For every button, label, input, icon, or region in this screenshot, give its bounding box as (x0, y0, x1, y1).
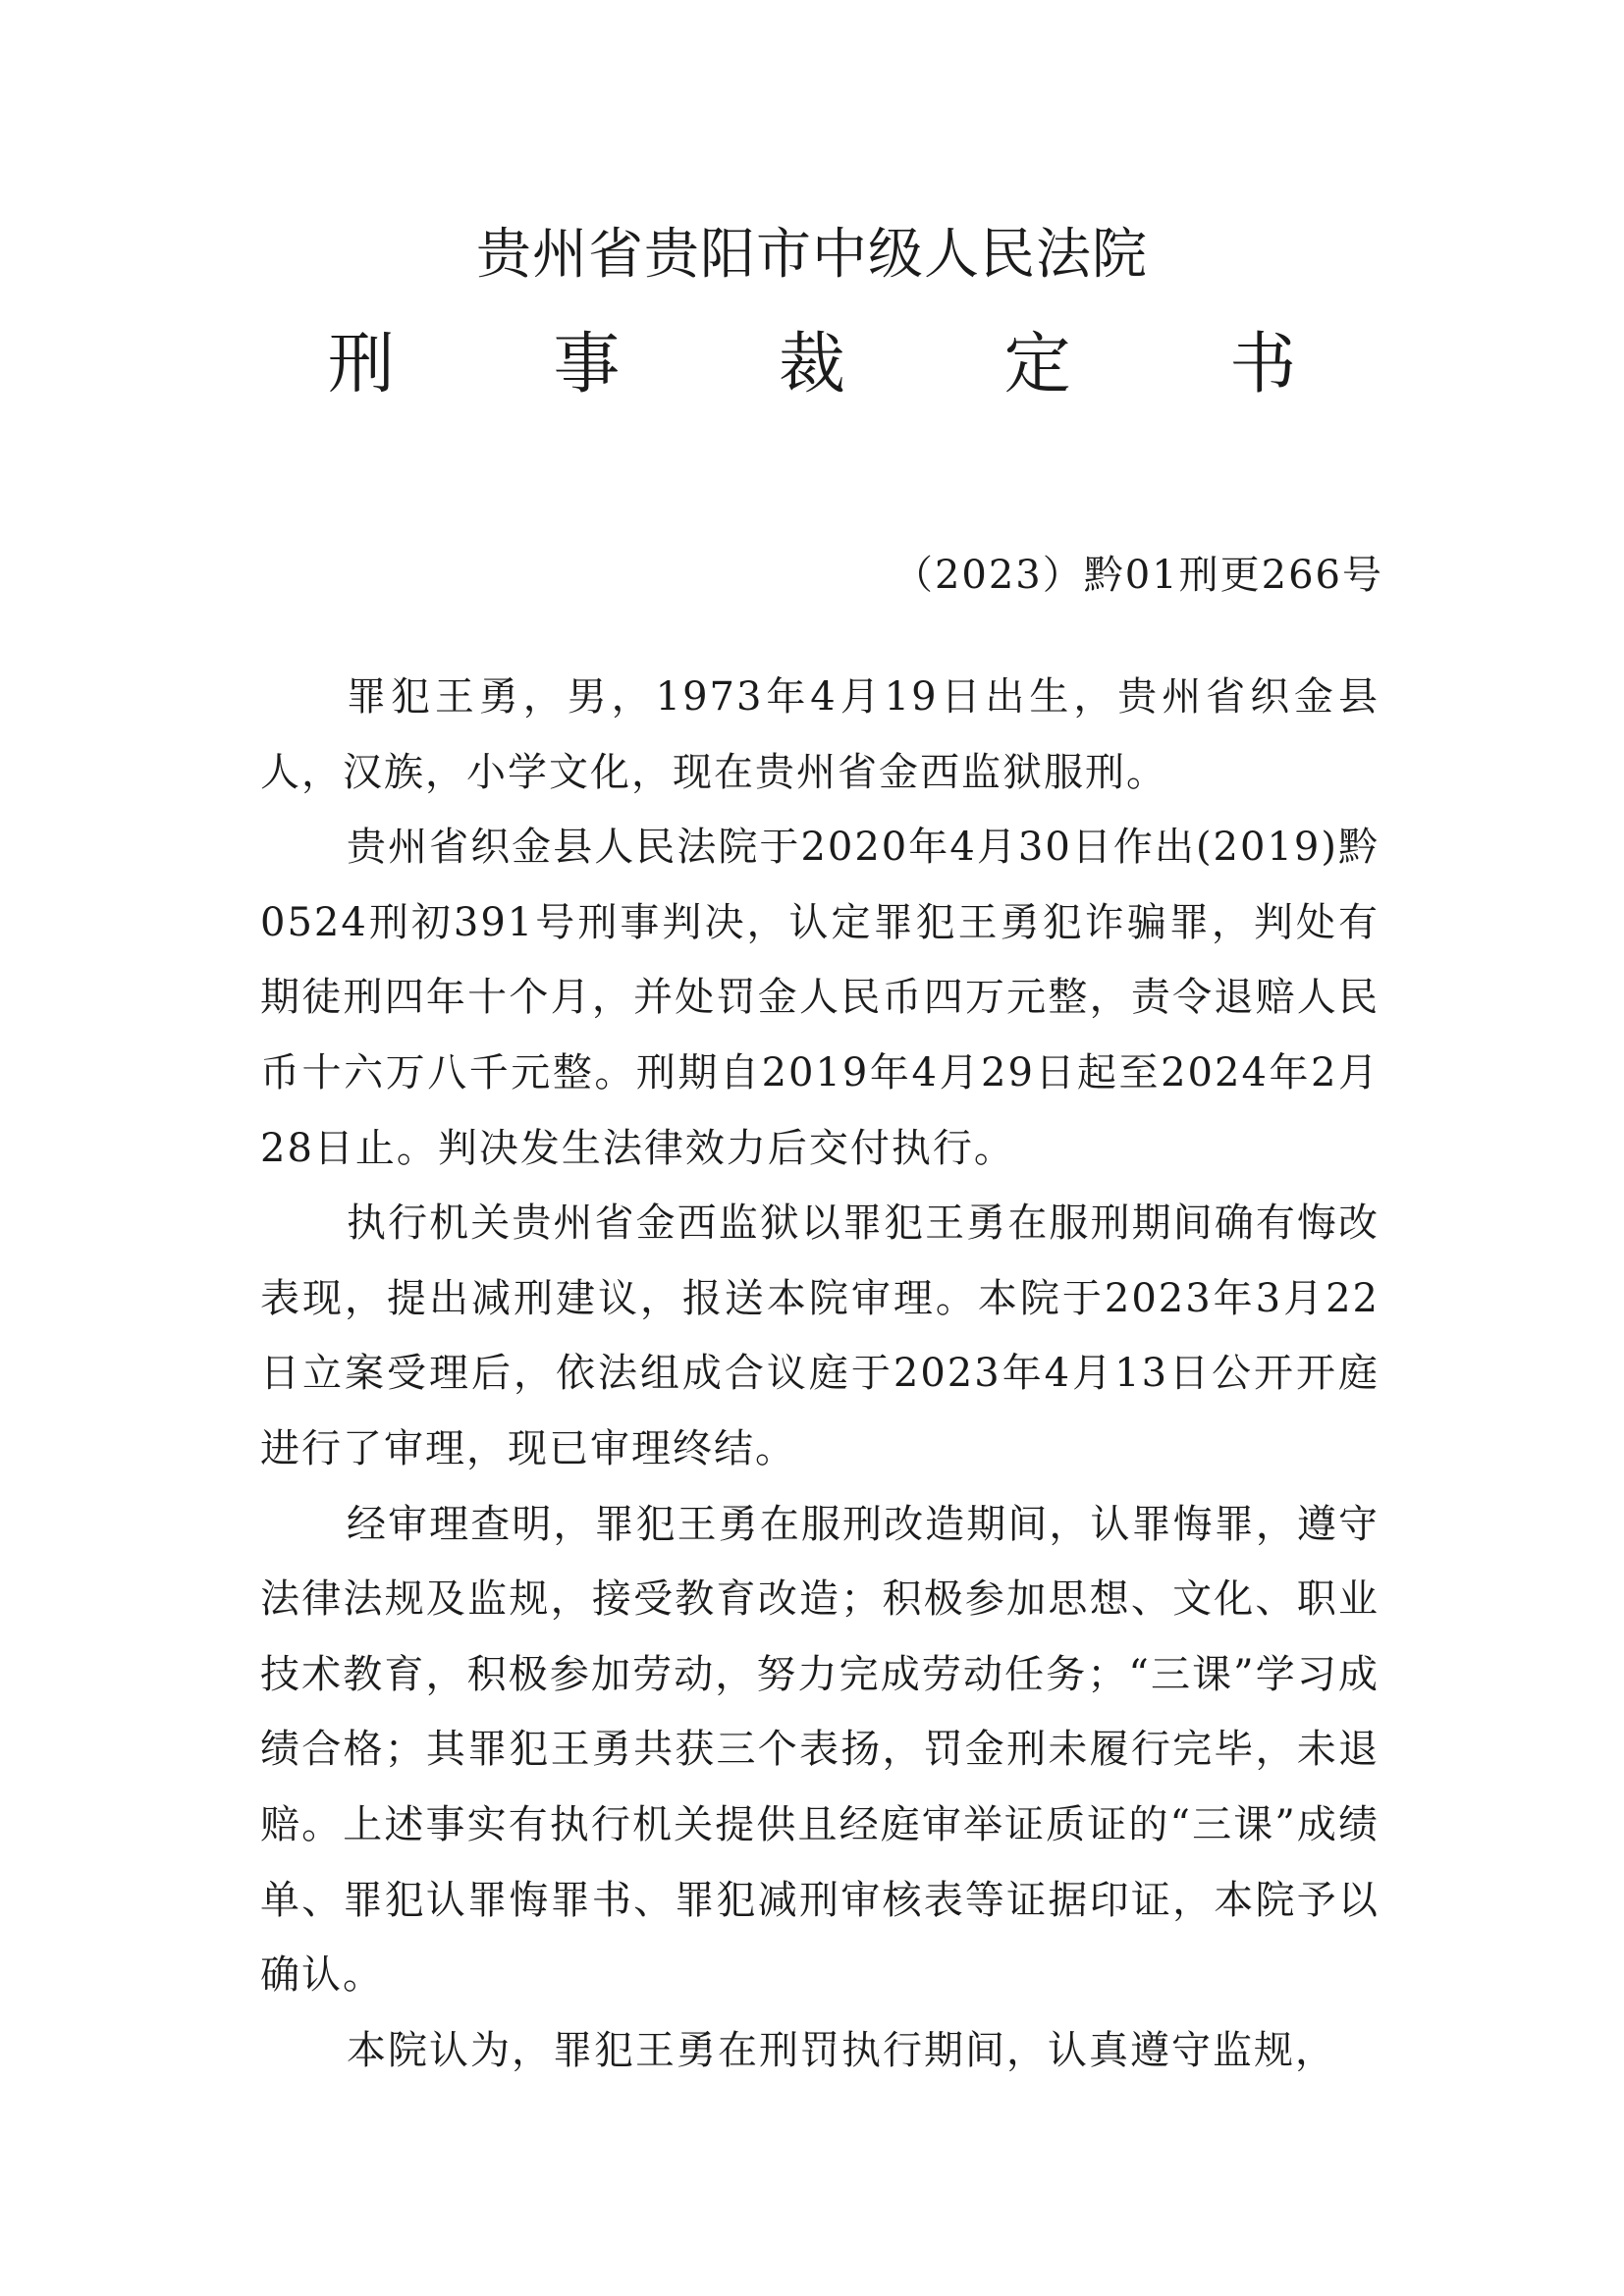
paragraph-commutation-proposal: 执行机关贵州省金西监狱以罪犯王勇在服刑期间确有悔改表现，提出减刑建议，报送本院审理。本院于2023年3月22日立案受理后，依法组成合议庭于2023年4月13日公开开庭进行了审理，现已审理终结。 (260, 1201, 1380, 1471)
paragraph-defendant-info: 罪犯王勇，男，1973年4月19日出生，贵州省织金县人，汉族，小学文化，现在贵州省金西监狱服刑。 (260, 674, 1380, 795)
paragraph-original-judgment: 贵州省织金县人民法院于2020年4月30日作出(2019)黔0524刑初391号刑事判决，认定罪犯王勇犯诈骗罪，判处有期徒刑四年十个月，并处罚金人民币四万元整，责令退赔人民币十六万八千元整。刑期自2019年4月29日起至2024年2月28日止。判决发生法律效力后交付执行。 (260, 825, 1380, 1171)
case-number: （2023）黔01刑更266号 (893, 553, 1383, 598)
paragraph-court-opinion: 本院认为，罪犯王勇在刑罚执行期间，认真遵守监规， (347, 2027, 1336, 2073)
paragraph-findings: 经审理查明，罪犯王勇在服刑改造期间，认罪悔罪，遵守法律法规及监规，接受教育改造；积极参加思想、文化、职业技术教育，积极参加劳动，努力完成劳动任务；“三课”学习成绩合格；其罪犯王勇共获三个表扬，罚金刑未履行完毕，未退赔。上述事实有执行机关提供且经庭审举证质证的“三课”成绩单、罪犯认罪悔罪书、罪犯减刑审核表等证据印证，本院予以确认。 (260, 1501, 1380, 1999)
document-body (260, 660, 1380, 2088)
document-type-title: 刑 事 裁 定 书 (327, 326, 1366, 403)
court-name: 贵州省贵阳市中级人民法院 (476, 223, 1148, 287)
